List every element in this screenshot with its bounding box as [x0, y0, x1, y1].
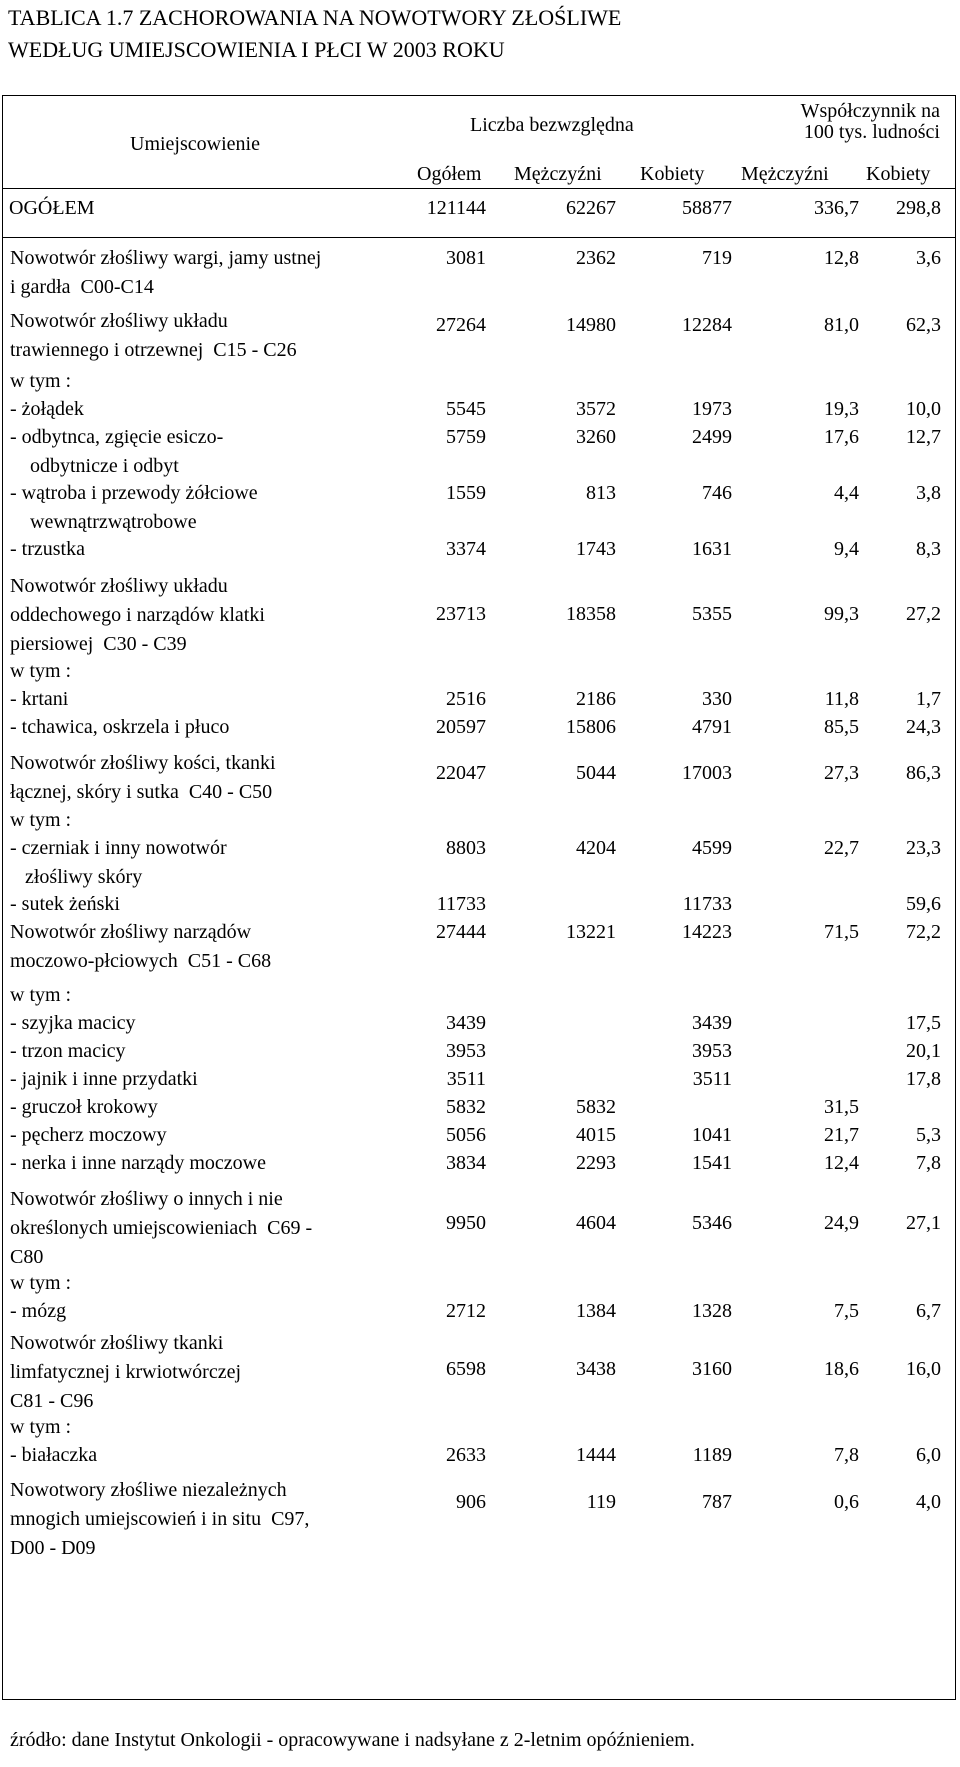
row-value: 6,0 — [916, 1444, 941, 1466]
row-value: 22,7 — [824, 837, 859, 859]
col-header-total: Ogółem — [417, 163, 482, 185]
row-value: 3374 — [446, 538, 486, 560]
table-title — [8, 2, 948, 66]
row-value: 13221 — [566, 921, 616, 943]
row-label: oddechowego i narządów klatki — [10, 604, 265, 626]
row-label: Nowotwór złośliwy o innych i nie — [10, 1188, 283, 1210]
row-value: 59,6 — [906, 893, 941, 915]
row-label: Nowotwór złośliwy układu — [10, 575, 228, 597]
total-value-3: 336,7 — [814, 197, 859, 219]
row-label: odbytnicze i odbyt — [10, 455, 179, 477]
row-value: 4,4 — [834, 482, 859, 504]
row-label: - mózg — [10, 1300, 67, 1322]
row-value: 5832 — [576, 1096, 616, 1118]
row-value: 3439 — [446, 1012, 486, 1034]
row-value: 8803 — [446, 837, 486, 859]
row-label: w tym : — [10, 660, 72, 682]
row-value: 3,6 — [916, 247, 941, 269]
total-value-4: 298,8 — [896, 197, 941, 219]
row-value: 6,7 — [916, 1300, 941, 1322]
row-value: 27444 — [436, 921, 486, 943]
row-value: 86,3 — [906, 762, 941, 784]
row-value: 3511 — [692, 1068, 732, 1090]
row-value: 14223 — [682, 921, 732, 943]
row-value: 3160 — [692, 1358, 732, 1380]
row-value: 17,5 — [906, 1012, 941, 1034]
header-rate-line1: Współczynnik na — [800, 100, 940, 122]
row-label: Nowotwór złośliwy tkanki — [10, 1332, 224, 1354]
row-label: limfatycznej i krwiotwórczej — [10, 1361, 242, 1383]
row-value: 22047 — [436, 762, 486, 784]
row-label: łącznej, skóry i sutka C40 - C50 — [10, 781, 273, 803]
row-value: 5044 — [576, 762, 616, 784]
row-value: 3511 — [446, 1068, 486, 1090]
col-header-women: Kobiety — [640, 163, 705, 185]
row-value: 23,3 — [906, 837, 941, 859]
row-value: 2633 — [446, 1444, 486, 1466]
row-value: 2186 — [576, 688, 616, 710]
row-value: 99,3 — [824, 603, 859, 625]
row-label: - krtani — [10, 688, 69, 710]
row-label: C81 - C96 — [10, 1390, 94, 1412]
row-label: złośliwy skóry — [10, 866, 143, 888]
row-value: 27,2 — [906, 603, 941, 625]
row-value: 17,8 — [906, 1068, 941, 1090]
row-label: w tym : — [10, 370, 72, 392]
row-value: 71,5 — [824, 921, 859, 943]
row-value: 3081 — [446, 247, 486, 269]
row-value: 1559 — [446, 482, 486, 504]
row-value: 119 — [586, 1491, 616, 1513]
row-label: moczowo-płciowych C51 - C68 — [10, 950, 272, 972]
row-label: - żołądek — [10, 398, 84, 420]
row-label: - szyjka macicy — [10, 1012, 136, 1034]
row-value: 5056 — [446, 1124, 486, 1146]
row-value: 1,7 — [916, 688, 941, 710]
row-value: 1973 — [692, 398, 732, 420]
row-value: 27264 — [436, 314, 486, 336]
row-value: 4015 — [576, 1124, 616, 1146]
row-value: 12,8 — [824, 247, 859, 269]
row-value: 3953 — [446, 1040, 486, 1062]
total-value-1: 62267 — [566, 197, 616, 219]
row-label: - tchawica, oskrzela i płuco — [10, 716, 230, 738]
row-value: 16,0 — [906, 1358, 941, 1380]
row-value: 9,4 — [834, 538, 859, 560]
row-label: Nowotwór złośliwy układu — [10, 310, 228, 332]
row-value: 17003 — [682, 762, 732, 784]
total-label: OGÓŁEM — [9, 197, 95, 219]
row-value: 4599 — [692, 837, 732, 859]
row-value: 62,3 — [906, 314, 941, 336]
row-value: 2516 — [446, 688, 486, 710]
total-value-0: 121144 — [426, 197, 486, 219]
row-label: - sutek żeński — [10, 893, 120, 915]
row-value: 72,2 — [906, 921, 941, 943]
row-label: - trzon macicy — [10, 1040, 126, 1062]
row-label: C80 — [10, 1246, 44, 1268]
row-value: 5355 — [692, 603, 732, 625]
row-label: w tym : — [10, 984, 72, 1006]
row-value: 20,1 — [906, 1040, 941, 1062]
row-value: 1631 — [692, 538, 732, 560]
row-label: - odbytnca, zgięcie esiczo- — [10, 426, 224, 448]
row-value: 906 — [456, 1491, 486, 1513]
row-value: 330 — [702, 688, 732, 710]
row-value: 85,5 — [824, 716, 859, 738]
row-value: 1041 — [692, 1124, 732, 1146]
row-value: 4791 — [692, 716, 732, 738]
row-label: wewnątrzwątrobowe — [10, 511, 197, 533]
row-value: 11733 — [436, 893, 486, 915]
row-label: - wątroba i przewody żółciowe — [10, 482, 258, 504]
row-value: 14980 — [566, 314, 616, 336]
row-value: 5832 — [446, 1096, 486, 1118]
row-value: 81,0 — [824, 314, 859, 336]
row-value: 24,3 — [906, 716, 941, 738]
row-value: 9950 — [446, 1212, 486, 1234]
row-value: 3953 — [692, 1040, 732, 1062]
row-label: - jajnik i inne przydatki — [10, 1068, 198, 1090]
row-value: 1444 — [576, 1444, 616, 1466]
total-separator — [3, 237, 955, 238]
row-value: 11,8 — [824, 688, 859, 710]
row-value: 20597 — [436, 716, 486, 738]
row-label: - białaczka — [10, 1444, 98, 1466]
col-header-men: Mężczyźni — [514, 163, 602, 185]
row-label: Nowotwór złośliwy wargi, jamy ustnej — [10, 247, 322, 269]
row-label: Nowotwory złośliwe niezależnych — [10, 1479, 287, 1501]
row-label: i gardła C00-C14 — [10, 276, 154, 298]
row-value: 27,1 — [906, 1212, 941, 1234]
row-value: 1328 — [692, 1300, 732, 1322]
row-value: 1743 — [576, 538, 616, 560]
row-value: 2712 — [446, 1300, 486, 1322]
row-value: 2293 — [576, 1152, 616, 1174]
row-label: w tym : — [10, 809, 72, 831]
row-value: 1541 — [692, 1152, 732, 1174]
row-label: piersiowej C30 - C39 — [10, 633, 187, 655]
row-value: 11733 — [682, 893, 732, 915]
row-value: 0,6 — [834, 1491, 859, 1513]
row-value: 7,8 — [834, 1444, 859, 1466]
row-value: 18358 — [566, 603, 616, 625]
row-label: - trzustka — [10, 538, 85, 560]
row-value: 17,6 — [824, 426, 859, 448]
row-value: 21,7 — [824, 1124, 859, 1146]
row-value: 18,6 — [824, 1358, 859, 1380]
table-title-line1: TABLICA 1.7 ZACHOROWANIA NA NOWOTWORY ZŁOŚLIWE — [8, 5, 622, 30]
row-value: 3438 — [576, 1358, 616, 1380]
row-value: 3834 — [446, 1152, 486, 1174]
row-value: 24,9 — [824, 1212, 859, 1234]
row-value: 7,5 — [834, 1300, 859, 1322]
row-value: 4604 — [576, 1212, 616, 1234]
row-value: 8,3 — [916, 538, 941, 560]
row-value: 1384 — [576, 1300, 616, 1322]
row-value: 3,8 — [916, 482, 941, 504]
row-value: 787 — [702, 1491, 732, 1513]
row-label: trawiennego i otrzewnej C15 - C26 — [10, 339, 297, 361]
row-value: 1189 — [692, 1444, 732, 1466]
col-header-women-rate: Kobiety — [866, 163, 931, 185]
row-value: 31,5 — [824, 1096, 859, 1118]
row-value: 12,4 — [824, 1152, 859, 1174]
row-value: 719 — [702, 247, 732, 269]
row-label: w tym : — [10, 1272, 72, 1294]
data-table — [2, 95, 956, 1700]
header-absolute: Liczba bezwzględna — [470, 114, 634, 136]
row-value: 5346 — [692, 1212, 732, 1234]
row-value: 746 — [702, 482, 732, 504]
row-value: 2362 — [576, 247, 616, 269]
row-value: 5545 — [446, 398, 486, 420]
source-note: źródło: dane Instytut Onkologii - opracowywane i nadsyłane z 2-letnim opóźnieniem. — [10, 1729, 695, 1751]
row-value: 813 — [586, 482, 616, 504]
row-value: 4,0 — [916, 1491, 941, 1513]
row-label: D00 - D09 — [10, 1537, 96, 1559]
header-separator — [3, 188, 955, 189]
row-label: - czerniak i inny nowotwór — [10, 837, 227, 859]
row-value: 27,3 — [824, 762, 859, 784]
row-label: Nowotwór złośliwy kości, tkanki — [10, 752, 276, 774]
row-value: 23713 — [436, 603, 486, 625]
row-value: 12284 — [682, 314, 732, 336]
row-value: 12,7 — [906, 426, 941, 448]
row-value: 2499 — [692, 426, 732, 448]
row-value: 5759 — [446, 426, 486, 448]
row-value: 3439 — [692, 1012, 732, 1034]
row-value: 3260 — [576, 426, 616, 448]
row-label: - pęcherz moczowy — [10, 1124, 167, 1146]
row-value: 19,3 — [824, 398, 859, 420]
row-label: mnogich umiejscowień i in situ C97, — [10, 1508, 310, 1530]
col-header-men-rate: Mężczyźni — [741, 163, 829, 185]
row-value: 4204 — [576, 837, 616, 859]
row-value: 5,3 — [916, 1124, 941, 1146]
row-value: 15806 — [566, 716, 616, 738]
header-rate-line2: 100 tys. ludności — [803, 121, 940, 143]
table-title-line2: WEDŁUG UMIEJSCOWIENIA I PŁCI W 2003 ROKU — [8, 37, 505, 62]
row-label: w tym : — [10, 1416, 72, 1438]
row-label: - gruczoł krokowy — [10, 1096, 158, 1118]
header-location: Umiejscowienie — [130, 133, 260, 155]
row-label: Nowotwór złośliwy narządów — [10, 921, 252, 943]
row-value: 6598 — [446, 1358, 486, 1380]
row-value: 3572 — [576, 398, 616, 420]
row-label: określonych umiejscowieniach C69 - — [10, 1217, 313, 1239]
row-label: - nerka i inne narządy moczowe — [10, 1152, 266, 1174]
row-value: 7,8 — [916, 1152, 941, 1174]
row-value: 10,0 — [906, 398, 941, 420]
total-value-2: 58877 — [682, 197, 732, 219]
